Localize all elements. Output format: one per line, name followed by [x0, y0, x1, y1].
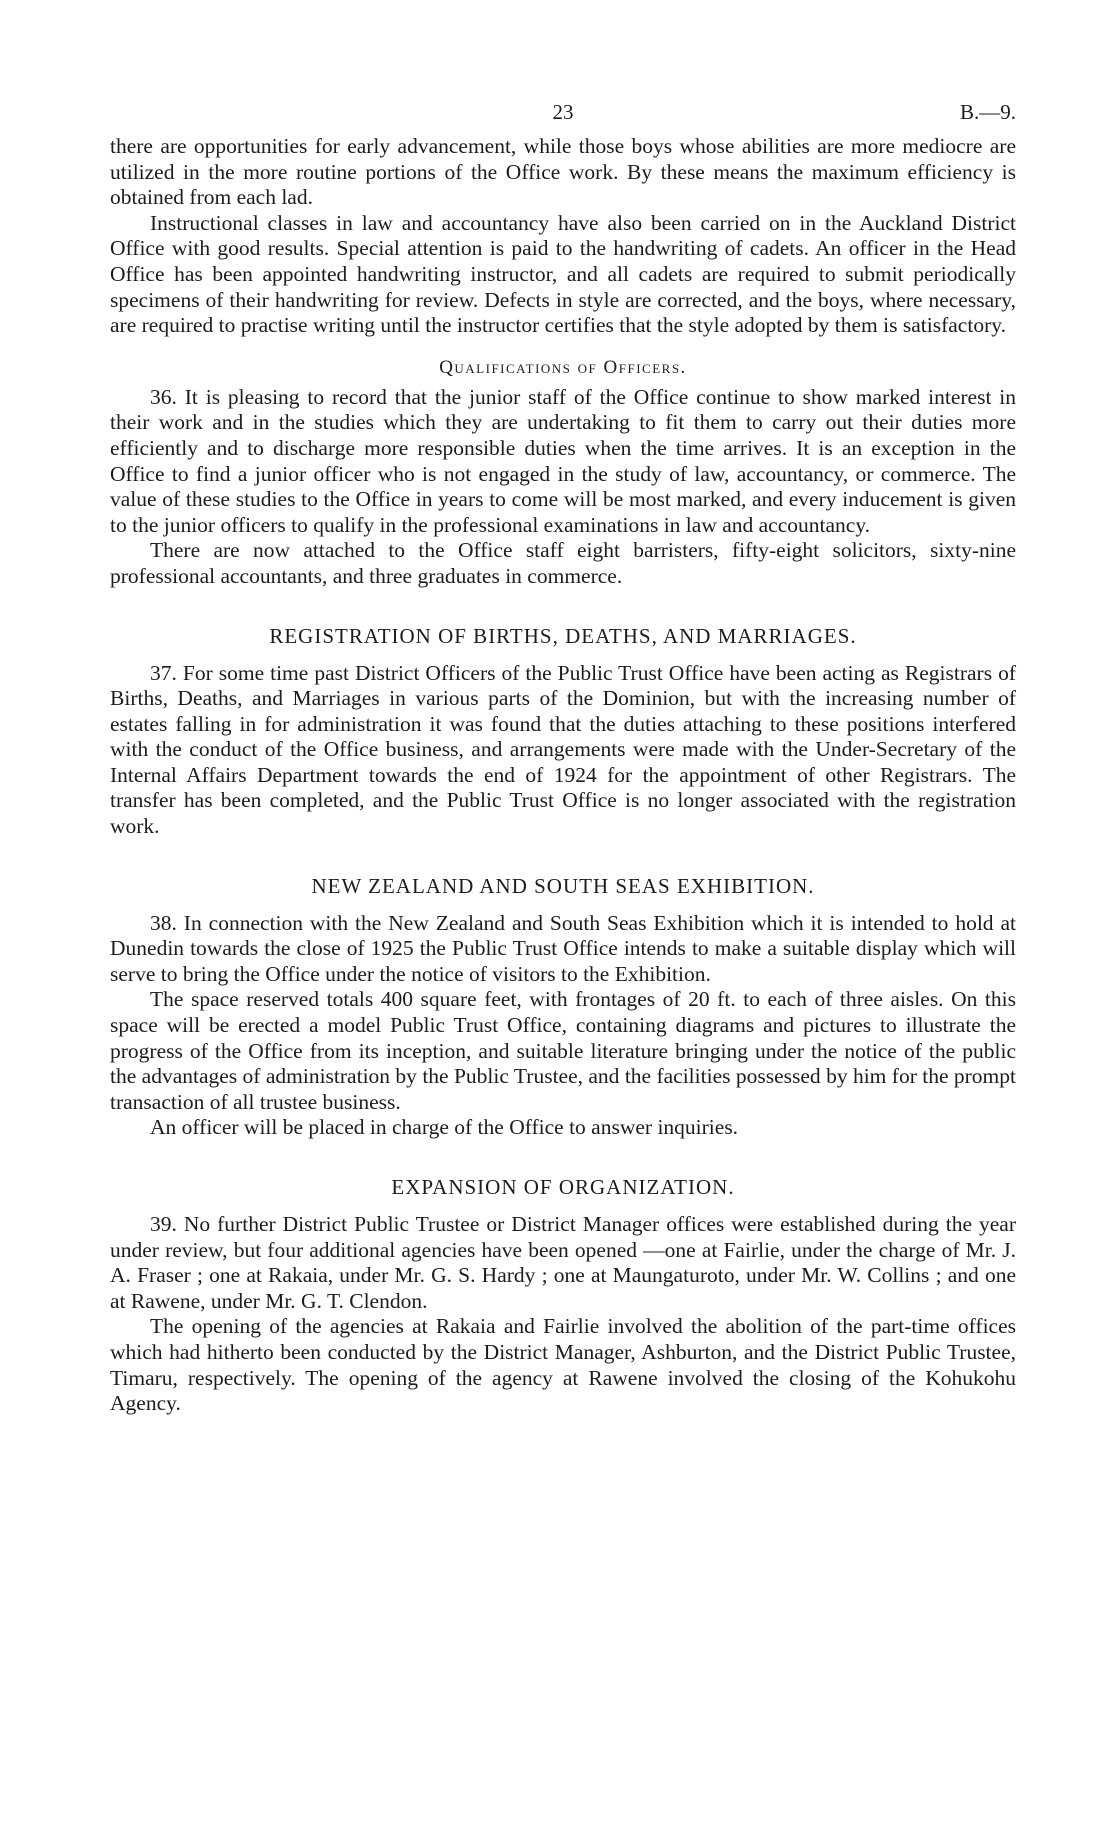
- qualifications-heading: Qualifications of Officers.: [439, 356, 687, 378]
- document-page: [110, 100, 1016, 1417]
- document-reference: B.—9.: [959, 100, 1016, 124]
- expansion-heading: EXPANSION OF ORGANIZATION.: [391, 1175, 735, 1199]
- expansion-paragraph-2: The opening of the agencies at Rakaia and Fairlie involved the abolition of the part-time offices which had hitherto been conducted by the District Manager, Ashburton, and the District Public Trustee, Timaru, respectively. The opening of the agency at Rawene involved the closing of the Kohukohu Agency.: [110, 1314, 1016, 1416]
- page-header: [110, 100, 1016, 134]
- expansion-paragraph-1: 39. No further District Public Trustee or District Manager offices were established during the year under review, but four additional agencies have been opened —one at Fairlie, under the charge of Mr. J. A. Fraser ; one at Rakaia, under Mr. G. S. Hardy ; one at Maungaturoto, under Mr. W. Collins ; and one at Rawene, under Mr. G. T. Clendon.: [110, 1212, 1016, 1313]
- qualifications-paragraph-1: 36. It is pleasing to record that the junior staff of the Office continue to show marked interest in their work and in the studies which they are undertaking to fit them to carry out their duties more efficiently and to discharge more responsible duties when the time arrives. It is an exception in the Office to find a junior officer who is not engaged in the study of law, accountancy, or commerce. The value of these studies to the Office in years to come will be most marked, and every inducement is given to the junior officers to qualify in the professional examinations in law and accountancy.: [110, 384, 1016, 537]
- intro-paragraph-2: Instructional classes in law and accountancy have also been carried on in the Auckland District Office with good results. Special attention is paid to the handwriting of cadets. An officer in the Head Office has been appointed handwriting instructor, and all cadets are required to submit periodically specimens of their handwriting for review. Defects in style are corrected, and the boys, where necessary, are required to practise writing until the instructor certifies that the style adopted by them is satisfactory.: [110, 210, 1016, 338]
- registration-heading: REGISTRATION OF BIRTHS, DEATHS, AND MARRIAGES.: [269, 623, 857, 648]
- qualifications-paragraph-2: There are now attached to the Office staff eight barristers, fifty-eight solicitors, sixty-nine professional accountants, and three graduates in commerce.: [110, 538, 1016, 588]
- page-number: 23: [552, 100, 574, 124]
- exhibition-paragraph-1: 38. In connection with the New Zealand and South Seas Exhibition which it is intended to hold at Dunedin towards the close of 1925 the Public Trust Office intends to make a suitable display which will serve to bring the Office under the notice of visitors to the Exhibition.: [110, 910, 1016, 986]
- intro-paragraph-1: there are opportunities for early advancement, while those boys whose abilities are more mediocre are utilized in the more routine portions of the Office work. By these means the maximum efficiency is obtained from each lad.: [110, 134, 1016, 210]
- exhibition-paragraph-2: The space reserved totals 400 square feet, with frontages of 20 ft. to each of three aisles. On this space will be erected a model Public Trust Office, containing diagrams and pictures to illustrate the progress of the Office from its inception, and suitable literature bringing under the notice of the public the advantages of administration by the Public Trustee, and the facilities possessed by him for the prompt transaction of all trustee business.: [110, 987, 1016, 1114]
- exhibition-heading: NEW ZEALAND AND SOUTH SEAS EXHIBITION.: [311, 873, 815, 898]
- registration-paragraph-1: 37. For some time past District Officers of the Public Trust Office have been acting as Registrars of Births, Deaths, and Marriages in various parts of the Dominion, but with the increasing number of estates falling in for administration it was found that the duties attaching to these positions interfered with the conduct of the Office business, and arrangements were made with the Under-Secretary of the Internal Affairs Department towards the end of 1924 for the appointment of other Registrars. The transfer has been completed, and the Public Trust Office is no longer associated with the registration work.: [110, 660, 1016, 839]
- exhibition-paragraph-3: An officer will be placed in charge of the Office to answer inquiries.: [150, 1115, 739, 1140]
